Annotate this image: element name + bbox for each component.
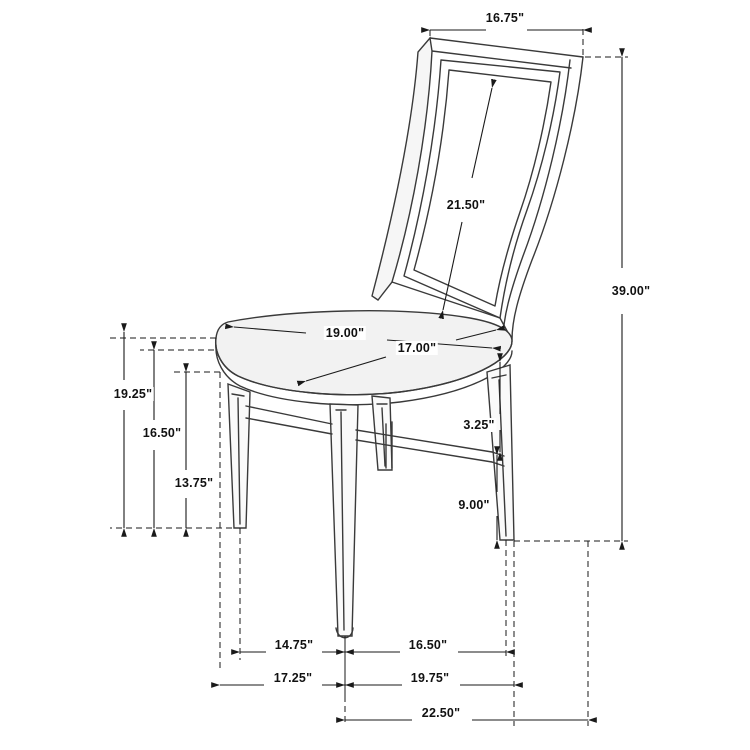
dimension-label-stretcher-height: 9.00" [458, 498, 490, 512]
dimension-label-overall-height: 39.00" [611, 284, 651, 298]
dimension-label-seat-height-top: 16.50" [142, 426, 182, 440]
dimension-label-seat-height-front: 19.25" [113, 387, 153, 401]
dimension-label-seat-depth: 17.00" [397, 341, 437, 355]
dimension-label-back-top-width: 16.75" [485, 11, 525, 25]
dimension-label-seat-height-low: 13.75" [174, 476, 214, 490]
dimension-label-seat-rail-thickness: 3.25" [463, 418, 495, 432]
dimension-label-front-leg-spread: 14.75" [274, 638, 314, 652]
dimension-label-overall-depth: 22.50" [421, 706, 461, 720]
dimension-label-back-height: 21.50" [446, 198, 486, 212]
dimension-label-front-base-width: 17.25" [273, 671, 313, 685]
dimension-label-rear-base-width: 19.75" [410, 671, 450, 685]
dimension-label-seat-width: 19.00" [325, 326, 365, 340]
chair-illustration [216, 38, 583, 638]
dimension-label-rear-leg-spread: 16.50" [408, 638, 448, 652]
